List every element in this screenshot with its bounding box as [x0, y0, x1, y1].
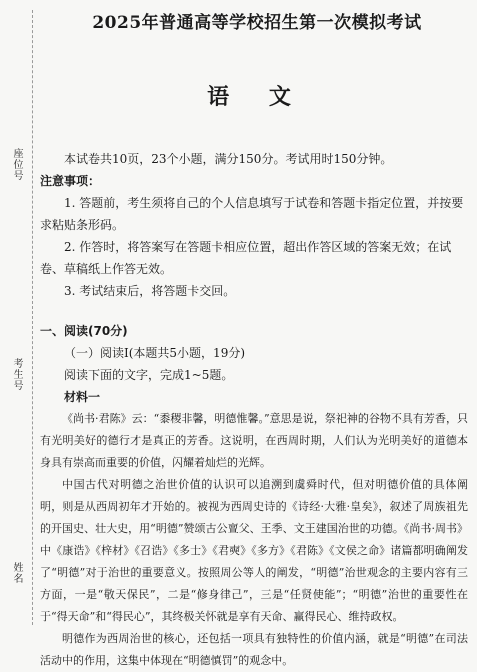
note-item: 1. 答题前，考生须将自己的个人信息填写于试卷和答题卡指定位置，并按要求粘贴条形码。 [40, 196, 464, 232]
note-item: 2. 作答时，将答案写在答题卡相应位置，超出作答区域的答案无效；在试卷、草稿纸上作答无效。 [40, 240, 452, 276]
notes-heading: 注意事项： [40, 174, 101, 188]
page-title: 2025年普通高等学校招生第一次模拟考试 [92, 13, 422, 33]
reading-instruction: 阅读下面的文字，完成1~5题。 [64, 368, 234, 382]
binding-line [32, 10, 33, 625]
material-paragraph: 明德作为西周治世的核心，还包括一项具有独特性的价值内涵，就是“明德”在司法活动中的作用，这集中体现在“明德慎罚”的观念中。 [40, 632, 468, 667]
note-item: 3. 考试结束后，将答题卡交回。 [64, 284, 236, 298]
subject-title: 语 文 [207, 84, 307, 110]
sub-section-heading: （一）阅读Ⅰ(本题共5小题，19分) [64, 346, 246, 360]
material-label: 材料一 [64, 390, 101, 404]
exam-summary: 本试卷共10页，23个小题，满分150分。考试用时150分钟。 [64, 152, 393, 166]
exam-number-label: 考生号 [11, 358, 22, 391]
material-paragraph: 《尚书·君陈》云：“黍稷非馨，明德惟馨。”意思是说，祭祀神的谷物不具有芳香，只有光明美好的德行才是真正的芳香。这说明，在西周时期，人们认为光明美好的道德本身具有崇高而重要的价值，闪耀着灿烂的光辉。 [40, 412, 468, 469]
reading-section [40, 320, 468, 672]
instructions-block [40, 148, 468, 302]
section-heading: 一、阅读(70分) [40, 324, 128, 338]
material-paragraph: 中国古代对明德之治世价值的认识可以追溯到虞舜时代，但对明德价值的具体阐明，则是从西周初年才开始的。被视为西周史诗的《诗经·大雅·皇矣》，叙述了周族祖先的开国史、壮大史，用“明德”赞颂古公亶父、王季、文王建国治世的功德。《尚书·周书》中《康诰》《梓材》《召诰》《多士》《君奭》《多方》《君陈》《文侯之命》诸篇都明确阐发了“明德”对于治世的重要意义。按照周公等人的阐发，“明德”治世观念的主要内容有三方面，一是“敬天保民”，二是“修身律己”，三是“任贤使能”；“明德”治世的重要性在于“得天命”和“得民心”，其终极关怀就是享有天命、赢得民心、维持政权。 [40, 478, 468, 623]
name-label: 姓名 [11, 562, 22, 584]
seat-number-label: 座位号 [11, 148, 22, 181]
